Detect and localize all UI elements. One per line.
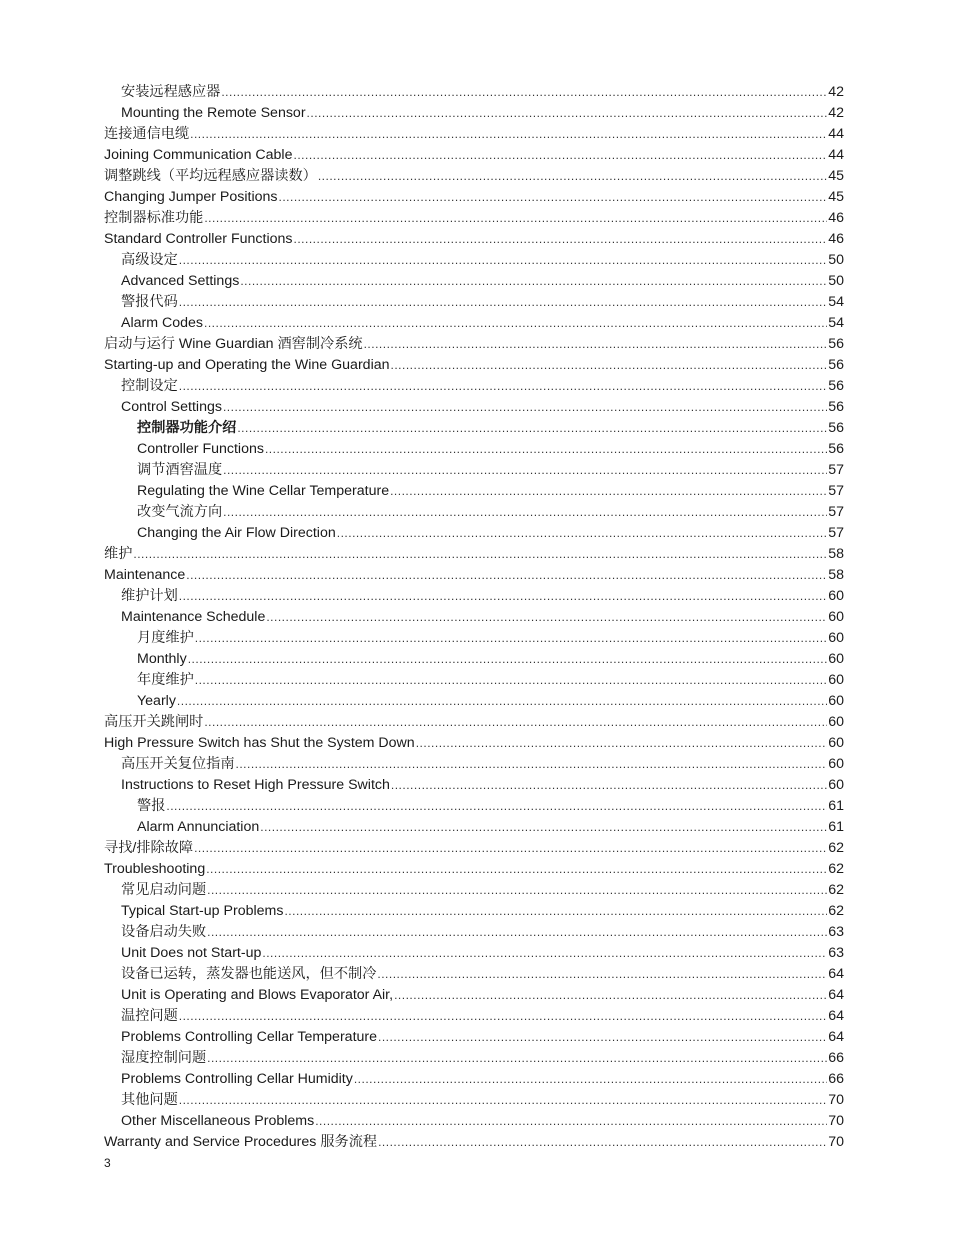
toc-entry-title: 安装远程感应器 bbox=[121, 84, 221, 100]
toc-entry[interactable] bbox=[104, 166, 844, 187]
toc-dot-leader bbox=[223, 460, 827, 481]
toc-dot-leader bbox=[179, 586, 827, 607]
toc-entry-page: 56 bbox=[828, 378, 844, 394]
toc-entry[interactable] bbox=[104, 859, 844, 880]
toc-entry[interactable] bbox=[104, 544, 844, 565]
toc-dot-leader bbox=[223, 397, 827, 418]
toc-dot-leader bbox=[307, 103, 828, 124]
toc-dot-leader bbox=[265, 439, 827, 460]
toc-entry-page: 66 bbox=[828, 1071, 844, 1087]
toc-entry[interactable] bbox=[104, 691, 844, 712]
toc-entry[interactable] bbox=[104, 1132, 844, 1153]
toc-entry-page: 60 bbox=[828, 588, 844, 604]
toc-dot-leader bbox=[204, 208, 827, 229]
toc-entry[interactable] bbox=[104, 397, 844, 418]
toc-entry[interactable] bbox=[104, 1090, 844, 1111]
toc-entry[interactable] bbox=[104, 208, 844, 229]
toc-dot-leader bbox=[186, 565, 827, 586]
toc-entry-title: Alarm Codes bbox=[121, 315, 204, 331]
toc-dot-leader bbox=[221, 82, 827, 103]
toc-entry[interactable] bbox=[104, 523, 844, 544]
toc-entry[interactable] bbox=[104, 754, 844, 775]
toc-entry-page: 57 bbox=[828, 525, 844, 541]
toc-entry-title: 调节酒窖温度 bbox=[137, 462, 223, 478]
toc-dot-leader bbox=[195, 670, 827, 691]
toc-entry-page: 60 bbox=[828, 756, 844, 772]
toc-dot-leader bbox=[262, 943, 827, 964]
toc-dot-leader bbox=[166, 796, 827, 817]
toc-entry-title: 控制器功能介绍 bbox=[137, 420, 237, 436]
toc-entry-page: 56 bbox=[828, 357, 844, 373]
toc-entry[interactable] bbox=[104, 922, 844, 943]
toc-dot-leader bbox=[207, 880, 827, 901]
toc-dot-leader bbox=[279, 187, 828, 208]
toc-entry-page: 60 bbox=[828, 693, 844, 709]
toc-entry-page: 62 bbox=[828, 903, 844, 919]
toc-entry-page: 45 bbox=[828, 189, 844, 205]
toc-dot-leader bbox=[315, 1111, 827, 1132]
toc-entry-title: 连接通信电缆 bbox=[104, 126, 190, 142]
toc-entry[interactable] bbox=[104, 418, 844, 439]
toc-entry-page: 42 bbox=[828, 84, 844, 100]
toc-entry-title: 维护 bbox=[104, 546, 133, 562]
toc-entry-title: 常见启动问题 bbox=[121, 882, 207, 898]
toc-entry-page: 56 bbox=[828, 336, 844, 352]
toc-entry-title: 维护计划 bbox=[121, 588, 178, 604]
toc-entry[interactable] bbox=[104, 481, 844, 502]
toc-dot-leader bbox=[390, 481, 827, 502]
toc-entry-page: 50 bbox=[828, 273, 844, 289]
toc-entry-page: 56 bbox=[828, 441, 844, 457]
toc-entry-title: Warranty and Service Procedures 服务流程 bbox=[104, 1134, 378, 1150]
toc-entry-page: 62 bbox=[828, 882, 844, 898]
toc-dot-leader bbox=[133, 544, 827, 565]
toc-entry[interactable] bbox=[104, 439, 844, 460]
toc-entry[interactable] bbox=[104, 712, 844, 733]
toc-entry[interactable] bbox=[104, 187, 844, 208]
toc-entry[interactable] bbox=[104, 1111, 844, 1132]
toc-entry-title: Yearly bbox=[137, 693, 176, 709]
toc-entry-page: 70 bbox=[828, 1092, 844, 1108]
toc-entry-title: Troubleshooting bbox=[104, 861, 206, 877]
toc-dot-leader bbox=[260, 817, 827, 838]
toc-entry[interactable] bbox=[104, 460, 844, 481]
toc-entry-title: 启动与运行 Wine Guardian 酒窖制冷系统 bbox=[104, 336, 363, 352]
toc-entry-title: Joining Communication Cable bbox=[104, 147, 293, 163]
toc-dot-leader bbox=[177, 691, 827, 712]
toc-entry-title: Controller Functions bbox=[137, 441, 264, 457]
toc-dot-leader bbox=[195, 628, 827, 649]
toc-entry-page: 58 bbox=[828, 567, 844, 583]
toc-entry-title: Maintenance bbox=[104, 567, 186, 583]
toc-entry[interactable] bbox=[104, 586, 844, 607]
toc-entry[interactable] bbox=[104, 82, 844, 103]
toc-entry[interactable] bbox=[104, 1006, 844, 1027]
toc-entry-title: 调整跳线（平均远程感应器读数） bbox=[104, 168, 317, 184]
toc-dot-leader bbox=[364, 334, 828, 355]
toc-dot-leader bbox=[206, 859, 827, 880]
toc-entry-page: 57 bbox=[828, 483, 844, 499]
toc-entry-page: 60 bbox=[828, 777, 844, 793]
toc-entry[interactable] bbox=[104, 649, 844, 670]
toc-dot-leader bbox=[179, 250, 827, 271]
toc-entry[interactable] bbox=[104, 733, 844, 754]
toc-entry[interactable] bbox=[104, 817, 844, 838]
toc-entry-page: 57 bbox=[828, 504, 844, 520]
toc-entry[interactable] bbox=[104, 1027, 844, 1048]
toc-entry-title: 寻找/排除故障 bbox=[104, 840, 194, 856]
toc-entry-title: 控制设定 bbox=[121, 378, 178, 394]
toc-entry-title: Alarm Annunciation bbox=[137, 819, 260, 835]
toc-entry-title: Regulating the Wine Cellar Temperature bbox=[137, 483, 390, 499]
toc-entry-page: 64 bbox=[828, 987, 844, 1003]
toc-dot-leader bbox=[394, 985, 827, 1006]
toc-entry[interactable] bbox=[104, 250, 844, 271]
toc-dot-leader bbox=[188, 649, 828, 670]
toc-entry[interactable] bbox=[104, 103, 844, 124]
toc-entry-page: 44 bbox=[828, 147, 844, 163]
toc-entry-title: 设备启动失败 bbox=[121, 924, 207, 940]
toc-entry-page: 64 bbox=[828, 966, 844, 982]
toc-entry-title: Unit Does not Start-up bbox=[121, 945, 262, 961]
toc-entry-page: 42 bbox=[828, 105, 844, 121]
toc-entry-title: Other Miscellaneous Problems bbox=[121, 1113, 315, 1129]
toc-entry-title: Typical Start-up Problems bbox=[121, 903, 284, 919]
toc-dot-leader bbox=[179, 1006, 827, 1027]
toc-entry-title: 月度维护 bbox=[137, 630, 194, 646]
toc-entry[interactable] bbox=[104, 670, 844, 691]
table-of-contents bbox=[104, 82, 844, 1153]
toc-entry-page: 70 bbox=[828, 1113, 844, 1129]
toc-entry-page: 60 bbox=[828, 735, 844, 751]
toc-entry-title: Control Settings bbox=[121, 399, 222, 415]
toc-dot-leader bbox=[194, 838, 827, 859]
toc-dot-leader bbox=[293, 145, 827, 166]
toc-entry[interactable] bbox=[104, 292, 844, 313]
toc-entry-title: Starting-up and Operating the Wine Guardian bbox=[104, 357, 390, 373]
toc-entry[interactable] bbox=[104, 985, 844, 1006]
toc-entry-page: 44 bbox=[828, 126, 844, 142]
toc-entry-title: 年度维护 bbox=[137, 672, 194, 688]
toc-entry-title: Changing the Air Flow Direction bbox=[137, 525, 336, 541]
toc-entry-title: 高级设定 bbox=[121, 252, 178, 268]
toc-entry[interactable] bbox=[104, 880, 844, 901]
toc-entry[interactable] bbox=[104, 229, 844, 250]
toc-entry-title: 湿度控制问题 bbox=[121, 1050, 207, 1066]
toc-entry-title: Unit is Operating and Blows Evaporator Air, bbox=[121, 987, 394, 1003]
toc-entry[interactable] bbox=[104, 355, 844, 376]
toc-dot-leader bbox=[179, 376, 827, 397]
toc-entry-page: 60 bbox=[828, 714, 844, 730]
toc-dot-leader bbox=[337, 523, 827, 544]
toc-dot-leader bbox=[354, 1069, 827, 1090]
toc-entry-title: Monthly bbox=[137, 651, 187, 667]
toc-entry[interactable] bbox=[104, 145, 844, 166]
toc-entry[interactable] bbox=[104, 943, 844, 964]
toc-entry-page: 60 bbox=[828, 630, 844, 646]
toc-entry[interactable] bbox=[104, 1069, 844, 1090]
page-number: 3 bbox=[104, 1156, 111, 1170]
toc-dot-leader bbox=[378, 1027, 827, 1048]
toc-dot-leader bbox=[391, 355, 828, 376]
toc-dot-leader bbox=[236, 754, 828, 775]
toc-dot-leader bbox=[190, 124, 827, 145]
toc-entry-title: Instructions to Reset High Pressure Switch bbox=[121, 777, 390, 793]
toc-entry-title: Changing Jumper Positions bbox=[104, 189, 278, 205]
toc-entry-title: 警报代码 bbox=[121, 294, 178, 310]
toc-entry-page: 60 bbox=[828, 672, 844, 688]
toc-dot-leader bbox=[378, 1132, 827, 1153]
toc-dot-leader bbox=[391, 775, 827, 796]
toc-entry[interactable] bbox=[104, 1048, 844, 1069]
toc-dot-leader bbox=[207, 1048, 827, 1069]
toc-dot-leader bbox=[284, 901, 827, 922]
toc-entry[interactable] bbox=[104, 376, 844, 397]
toc-entry[interactable] bbox=[104, 313, 844, 334]
toc-entry-title: 警报 bbox=[137, 798, 166, 814]
toc-entry-page: 60 bbox=[828, 609, 844, 625]
toc-entry-page: 66 bbox=[828, 1050, 844, 1066]
toc-entry-page: 64 bbox=[828, 1008, 844, 1024]
toc-entry[interactable] bbox=[104, 796, 844, 817]
toc-entry-title: 高压开关复位指南 bbox=[121, 756, 235, 772]
toc-entry-page: 63 bbox=[828, 924, 844, 940]
toc-entry-page: 46 bbox=[828, 231, 844, 247]
toc-entry[interactable] bbox=[104, 271, 844, 292]
toc-entry-title: Standard Controller Functions bbox=[104, 231, 293, 247]
toc-entry-page: 61 bbox=[828, 819, 844, 835]
toc-entry-page: 56 bbox=[828, 399, 844, 415]
toc-dot-leader bbox=[293, 229, 827, 250]
toc-entry-title: Problems Controlling Cellar Humidity bbox=[121, 1071, 353, 1087]
toc-entry-title: 其他问题 bbox=[121, 1092, 178, 1108]
toc-entry-page: 70 bbox=[828, 1134, 844, 1150]
toc-entry-page: 62 bbox=[828, 861, 844, 877]
toc-entry-title: Mounting the Remote Sensor bbox=[121, 105, 306, 121]
toc-entry[interactable] bbox=[104, 124, 844, 145]
toc-entry[interactable] bbox=[104, 838, 844, 859]
toc-entry[interactable] bbox=[104, 502, 844, 523]
toc-entry[interactable] bbox=[104, 334, 844, 355]
toc-entry-title: 设备已运转，蒸发器也能送风，但不制冷 bbox=[121, 966, 377, 982]
toc-entry-page: 57 bbox=[828, 462, 844, 478]
toc-entry-page: 50 bbox=[828, 252, 844, 268]
toc-entry[interactable] bbox=[104, 565, 844, 586]
toc-entry-title: Advanced Settings bbox=[121, 273, 240, 289]
toc-entry-title: High Pressure Switch has Shut the System Down bbox=[104, 735, 415, 751]
toc-entry-page: 63 bbox=[828, 945, 844, 961]
toc-entry[interactable] bbox=[104, 901, 844, 922]
toc-dot-leader bbox=[204, 313, 827, 334]
toc-dot-leader bbox=[377, 964, 827, 985]
toc-entry-page: 54 bbox=[828, 315, 844, 331]
toc-entry-page: 64 bbox=[828, 1029, 844, 1045]
toc-entry-page: 46 bbox=[828, 210, 844, 226]
toc-entry[interactable] bbox=[104, 775, 844, 796]
toc-entry-page: 61 bbox=[828, 798, 844, 814]
toc-entry-title: Maintenance Schedule bbox=[121, 609, 266, 625]
toc-dot-leader bbox=[223, 502, 827, 523]
toc-entry[interactable] bbox=[104, 628, 844, 649]
toc-entry-title: 高压开关跳闸时 bbox=[104, 714, 204, 730]
toc-entry[interactable] bbox=[104, 607, 844, 628]
toc-entry-page: 54 bbox=[828, 294, 844, 310]
toc-entry-title: 控制器标准功能 bbox=[104, 210, 204, 226]
toc-dot-leader bbox=[207, 922, 827, 943]
toc-dot-leader bbox=[416, 733, 828, 754]
toc-entry-page: 45 bbox=[828, 168, 844, 184]
toc-dot-leader bbox=[266, 607, 827, 628]
toc-entry-title: Problems Controlling Cellar Temperature bbox=[121, 1029, 378, 1045]
toc-entry-page: 56 bbox=[828, 420, 844, 436]
toc-entry-page: 62 bbox=[828, 840, 844, 856]
toc-entry-page: 58 bbox=[828, 546, 844, 562]
toc-entry-title: 改变气流方向 bbox=[137, 504, 223, 520]
toc-dot-leader bbox=[318, 166, 827, 187]
toc-dot-leader bbox=[237, 418, 827, 439]
toc-dot-leader bbox=[204, 712, 827, 733]
toc-entry[interactable] bbox=[104, 964, 844, 985]
toc-dot-leader bbox=[240, 271, 827, 292]
toc-entry-page: 60 bbox=[828, 651, 844, 667]
toc-dot-leader bbox=[179, 292, 827, 313]
toc-entry-title: 温控问题 bbox=[121, 1008, 178, 1024]
toc-dot-leader bbox=[179, 1090, 827, 1111]
